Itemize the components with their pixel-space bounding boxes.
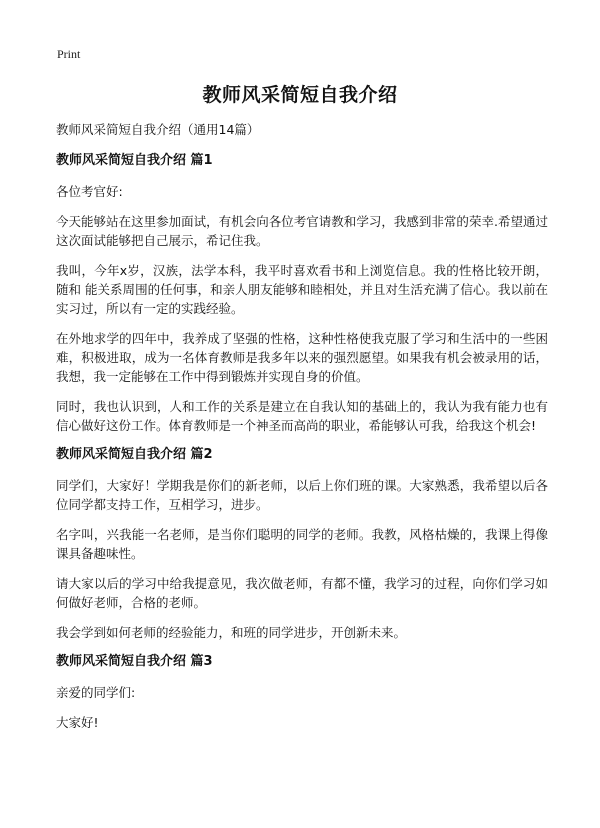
section-heading: 教师风采简短自我介绍 篇2: [56, 447, 213, 462]
paragraph: 我叫，今年x岁，汉族，法学本科，我平时喜欢看书和上浏览信息。我的性格比较开朗，随和 能关系周围的任何事，和亲人朋友能够和睦相处，并且对生活充满了信心。我以前在实习过，所以有一定的实践经验。: [56, 263, 548, 316]
paragraph: 各位考官好:: [56, 184, 123, 199]
paragraph: 同学们，大家好！学期我是你们的新老师，以后上你们班的课。大家熟悉，我希望以后各位同学都支持工作，互相学习，进步。: [56, 478, 548, 512]
section-1: [56, 152, 548, 435]
section-heading: 教师风采简短自我介绍 篇1: [56, 153, 213, 168]
paragraph: 今天能够站在这里参加面试，有机会向各位考官请教和学习，我感到非常的荣幸.希望通过这次面试能够把自己展示，希记住我。: [56, 214, 548, 248]
paragraph: 请大家以后的学习中给我提意见，我次做老师，有都不懂，我学习的过程，向你们学习如何做好老师，合格的老师。: [56, 576, 548, 610]
paragraph: 名字叫，兴我能一名老师，是当你们聪明的同学的老师。我教，风格枯燥的，我课上得像课具备趣味性。: [56, 527, 548, 561]
paragraph: 我会学到如何老师的经验能力，和班的同学进步，开创新未来。: [56, 625, 407, 640]
print-label: Print: [57, 47, 81, 61]
document-subtitle: 教师风采简短自我介绍（通用14篇）: [56, 122, 260, 137]
paragraph: 同时，我也认识到，人和工作的关系是建立在自我认知的基础上的，我认为我有能力也有信心做好这份工作。体育教师是一个神圣而高尚的职业，希能够认可我，给我这个机会!: [56, 399, 548, 433]
section-heading: 教师风采简短自我介绍 篇3: [56, 654, 213, 669]
section-2: [56, 446, 548, 642]
paragraph: 在外地求学的四年中，我养成了坚强的性格，这种性格使我克服了学习和生活中的一些困难，积极进取，成为一名体育教师是我多年以来的强烈愿望。如果我有机会被录用的话，我想，我一定能够在工作中得到锻炼并实现自身的价值。: [56, 331, 548, 384]
document-title: 教师风采简短自我介绍: [202, 84, 398, 106]
document-body: [56, 121, 548, 743]
paragraph: 亲爱的同学们:: [56, 685, 136, 700]
paragraph: 大家好!: [56, 715, 99, 730]
section-3: [56, 653, 548, 732]
